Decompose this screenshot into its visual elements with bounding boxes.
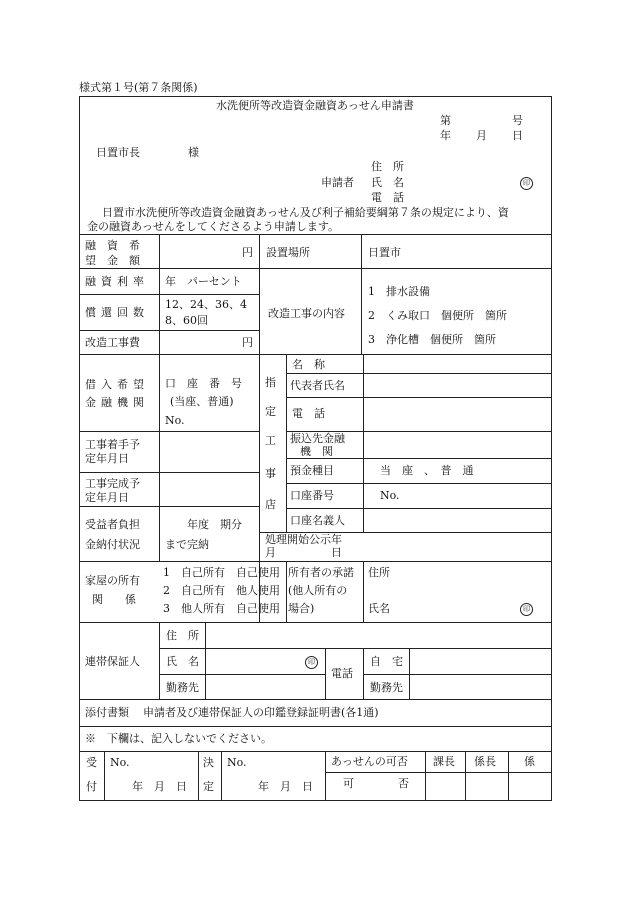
burden-label-1: 受益者負担 [85,518,140,531]
grid-line [259,234,260,622]
office-note: ※ 下欄は、記入しないでください。 [85,732,272,745]
grid-line [363,354,364,532]
grid-line [79,268,552,269]
approval-no: 否 [398,777,409,790]
grid-line [425,751,426,801]
owner-seal-mark: 印 [520,601,533,616]
grid-line [79,699,552,700]
bank-label-2: 金融機関 [85,396,149,409]
grid-line [159,648,552,649]
date-year: 年 [440,129,451,142]
guarantor-work-label: 勤務先 [370,681,403,694]
grid-line [159,234,160,561]
grid-line [159,622,160,699]
work-item-2: 2 くみ取口 個便所 箇所 [368,309,507,322]
applicant-label: 申請者 [321,176,354,189]
grid-line [79,354,552,355]
grid-line [79,234,552,235]
guarantor-label: 連帯保証人 [85,655,140,668]
interest-label: 融資利率 [85,275,149,288]
site-value: 日置市 [368,246,401,259]
site-label: 設置場所 [266,246,310,259]
work-item-3: 3 浄化槽 個便所 箇所 [368,333,496,346]
loan-amount-unit: 円 [242,246,253,259]
applicant-name-label: 氏 名 [371,176,404,189]
guarantor-seal-mark: 印 [305,654,318,669]
burden-label-2: 金納付状況 [85,538,140,551]
end-date-label-2: 定年月日 [85,491,129,504]
addressee-honorific: 様 [188,146,199,159]
decision-label-1: 決 [203,756,214,769]
contractor-name-label: 名 称 [292,358,325,371]
grid-line [79,751,552,752]
receipt-label-2: 付 [86,780,97,793]
form-number: 様式第１号(第７条関係) [79,81,198,94]
contractor-label-2: 定 [265,405,276,418]
contractor-label-3: 工 [265,434,276,447]
number-suffix: 号 [512,114,523,127]
notice-label-2: 月 日 [265,546,342,559]
grid-line [325,751,326,801]
grid-line [79,561,552,562]
receipt-no: No. [110,756,130,769]
applicant-phone-label: 電 話 [371,191,404,204]
form-title: 水洗便所等改造資金融資あっせん申請書 [216,99,414,112]
grid-line [79,726,552,727]
contractor-label-1: 指 [265,376,276,389]
grid-line [79,506,259,507]
contractor-phone-label: 電 話 [292,407,325,420]
receipt-label-1: 受 [86,756,97,769]
contractor-account-name: 口座名義人 [290,514,345,527]
section-head-label: 係長 [474,755,496,768]
grid-line [221,751,222,801]
attachments-label: 添付書類 [85,706,129,719]
grid-line [286,373,552,374]
burden-value-2: まで完納 [165,538,209,551]
grid-line [198,751,199,801]
contractor-deposit-value: 当 座 、 普 通 [380,464,474,477]
grid-line [205,622,206,699]
grid-line [363,674,552,675]
grid-line [79,622,552,623]
contractor-label-4: 事 [265,467,276,480]
bank-no: No. [165,414,185,427]
contractor-account-value: No. [380,489,400,502]
start-date-label-2: 定年月日 [85,452,129,465]
grid-line [286,397,552,398]
guarantor-address-label: 住 所 [166,629,199,642]
grid-line [286,561,287,622]
approval-yes: 可 [343,777,354,790]
date-day: 日 [512,129,523,142]
contractor-rep-label: 代表者氏名 [290,379,345,392]
applicant-seal-mark: 印 [520,175,533,190]
grid-line [508,751,509,801]
contractor-deposit-label: 預金種目 [290,464,334,477]
owner-consent-2: (他人所有の [288,584,348,597]
notice-label-1: 処理開始公示年 [265,533,342,546]
decision-date: 年 月 日 [258,780,313,793]
loan-amount-label-1: 融 資 希 [85,239,140,252]
grid-line [363,561,364,622]
approval-label: あっせんの可否 [331,755,408,768]
contractor-label-5: 店 [265,498,276,511]
grid-line [286,354,287,532]
contractor-transfer-1: 振込先金融 [290,432,345,445]
grid-line [79,431,259,432]
contractor-account-label: 口座番号 [290,489,334,502]
decision-no: No. [227,756,247,769]
grid-line [361,234,362,354]
grid-line [79,472,259,473]
house-label-2: 関 係 [92,593,136,606]
contractor-transfer-2: 機 関 [300,445,333,458]
bank-label-1: 借入希望 [85,378,149,391]
burden-value-1: 年度 期分 [187,518,242,531]
grid-line [104,751,105,801]
grid-line [79,294,259,295]
cost-label: 改造工事費 [85,336,140,349]
staff-label: 係 [524,755,535,768]
owner-address-label: 住所 [368,566,390,579]
house-option-3: 3 他人所有 自己使用 [163,602,280,615]
end-date-label-1: 工事完成予 [85,477,140,490]
guarantor-home-label: 自 宅 [370,655,403,668]
grid-line [325,772,552,773]
bank-account-label: 口 座 番 号 [165,377,242,390]
loan-amount-label-2: 望 金 額 [85,254,140,267]
addressee-name: 日置市長 [96,146,140,159]
grid-line [79,330,259,331]
owner-consent-3: 場合) [288,602,315,615]
repay-value-2: 8、60回 [165,314,208,327]
grid-line [363,648,364,699]
grid-line [465,751,466,801]
number-prefix: 第 [440,114,451,127]
guarantor-workplace-label: 勤務先 [166,681,199,694]
bank-account-type: (当座、普通) [170,395,234,408]
grid-line [286,458,552,459]
grid-line [286,483,552,484]
work-item-1: 1 排水設備 [368,285,430,298]
chief-label: 課長 [433,755,455,768]
cost-unit: 円 [242,336,253,349]
interest-value: 年 パーセント [165,275,242,288]
guarantor-name-label: 氏 名 [166,655,199,668]
receipt-date: 年 月 日 [132,780,187,793]
applicant-address-label: 住 所 [371,160,404,173]
house-option-2: 2 自己所有 他人使用 [163,584,280,597]
decision-label-2: 定 [203,780,214,793]
guarantor-phone-label: 電話 [331,667,353,680]
grid-line [325,648,326,699]
grid-line [159,674,325,675]
repay-value-1: 12、24、36、4 [165,298,247,311]
house-label-1: 家屋の所有 [85,574,140,587]
grid-line [286,508,552,509]
attachments-value: 申請者及び連帯保証人の印鑑登録証明書(各1通) [143,706,379,719]
grid-line [409,648,410,699]
intro-text-line1: 日置市水洗便所等改造資金融資あっせん及び利子補給要綱第７条の規定により、資 [102,206,509,219]
owner-name-label: 氏名 [368,602,390,615]
house-option-1: 1 自己所有 自己使用 [163,566,280,579]
owner-consent-1: 所有者の承諾 [288,566,354,579]
date-month: 月 [476,129,487,142]
start-date-label-1: 工事着手予 [85,438,140,451]
work-label: 改造工事の内容 [268,307,345,320]
repay-label: 償還回数 [85,306,149,319]
intro-text-line2: 金の融資あっせんをしてくださるよう申請します。 [87,220,340,233]
